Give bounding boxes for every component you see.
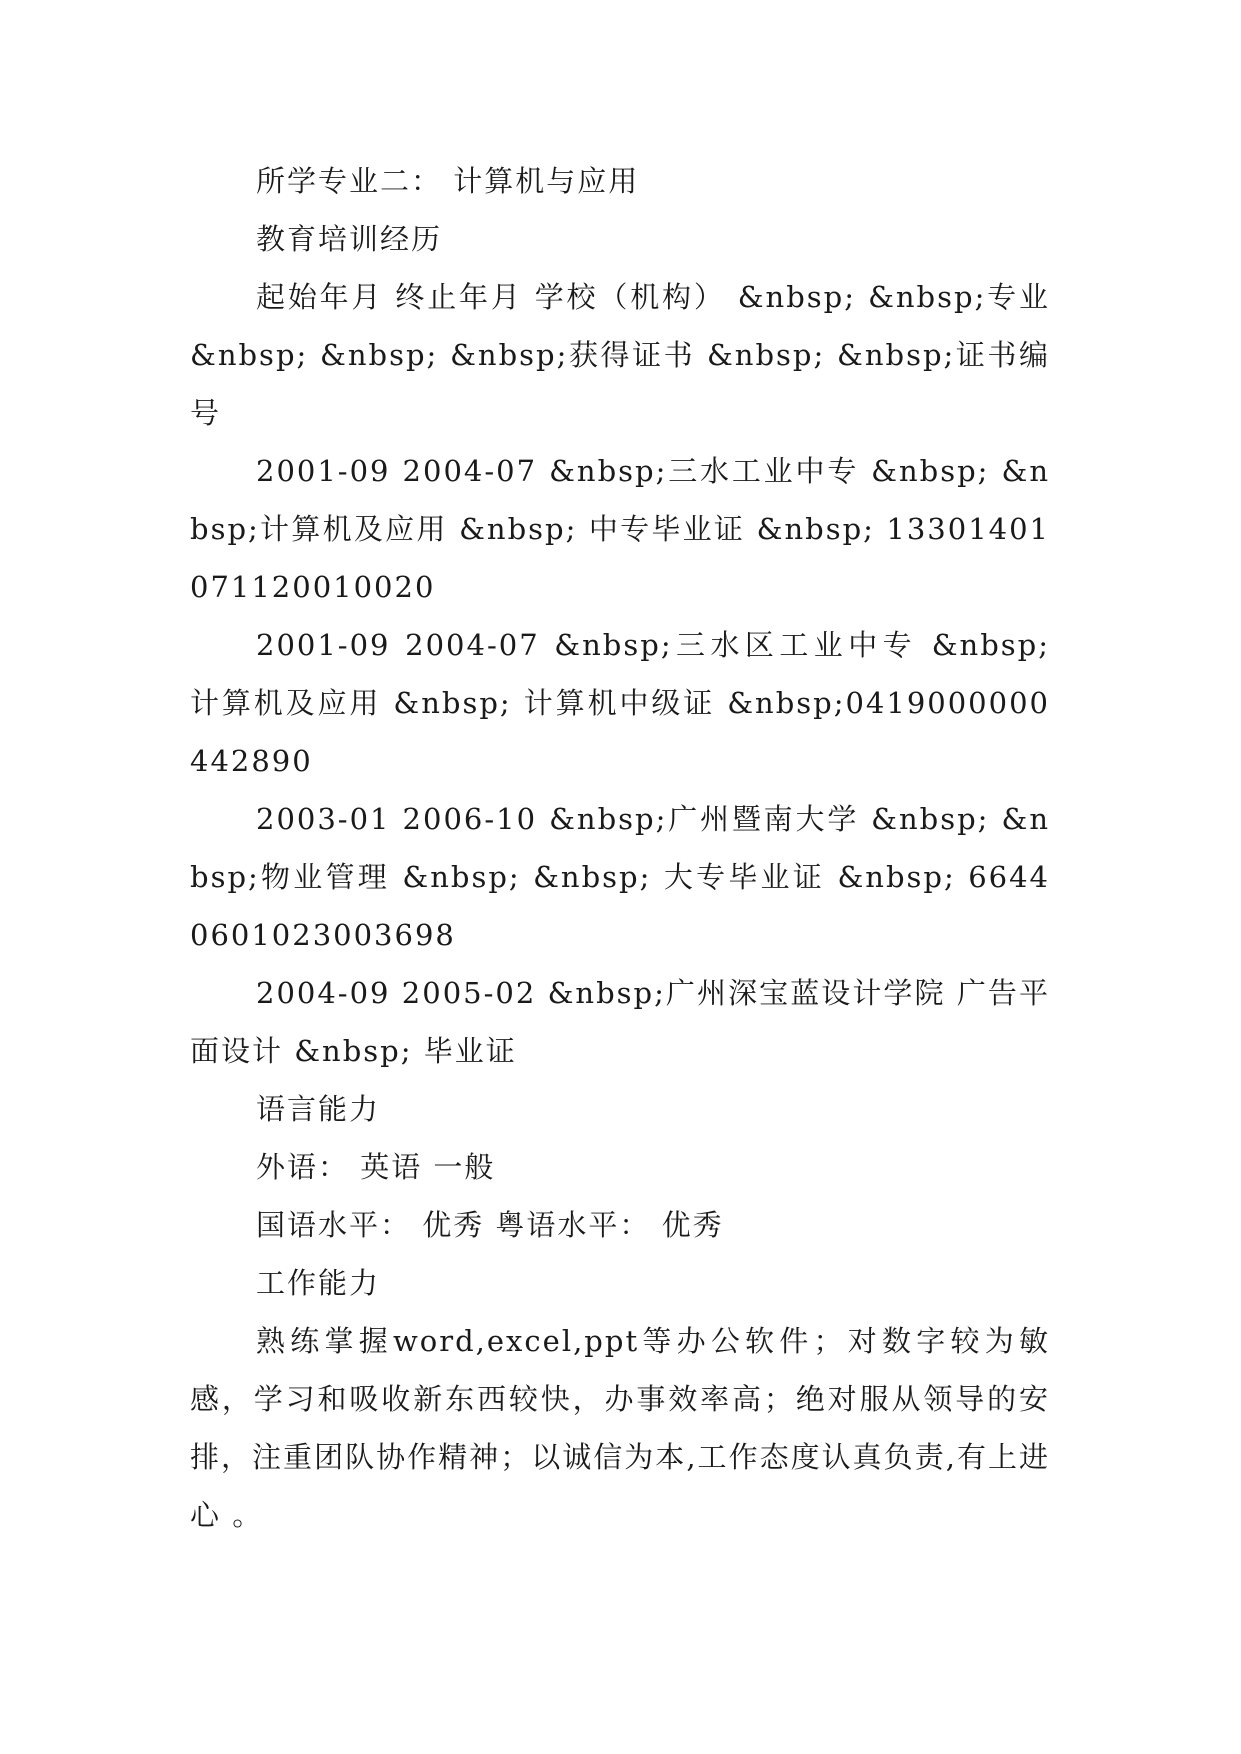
education-heading: 教育培训经历 (256, 222, 443, 256)
major-two-line: 所学专业二： 计算机与应用 (256, 164, 640, 198)
language-heading: 语言能力 (256, 1092, 381, 1126)
education-entry-1: 2001-09 2004-07 &nbsp;三水工业中专 &nbsp; &nbsp;计算机及应用 &nbsp; 中专毕业证 &nbsp; 13301401071120010020 (190, 454, 1050, 604)
education-entry-2: 2001-09 2004-07 &nbsp;三水区工业中专 &nbsp; 计算机及应用 &nbsp; 计算机中级证 &nbsp;0419000000442890 (190, 628, 1050, 778)
work-ability-text: 熟练掌握word,excel,ppt等办公软件；对数字较为敏感，学习和吸收新东西较快，办事效率高；绝对服从领导的安排，注重团队协作精神；以诚信为本,工作态度认真负责,有上进心 。 (190, 1324, 1050, 1532)
document-page (190, 152, 1050, 1544)
mandarin-cantonese-line: 国语水平： 优秀 粤语水平： 优秀 (256, 1208, 724, 1242)
foreign-language-line: 外语： 英语 一般 (256, 1150, 496, 1184)
education-entry-4: 2004-09 2005-02 &nbsp;广州深宝蓝设计学院 广告平面设计 &nbsp; 毕业证 (190, 976, 1050, 1068)
education-table-header: 起始年月 终止年月 学校（机构） &nbsp; &nbsp;专业 &nbsp; &nbsp; &nbsp;获得证书 &nbsp; &nbsp;证书编号 (190, 280, 1050, 430)
education-entry-3: 2003-01 2006-10 &nbsp;广州暨南大学 &nbsp; &nbsp;物业管理 &nbsp; &nbsp; 大专毕业证 &nbsp; 66440601023003698 (190, 802, 1050, 952)
work-ability-heading: 工作能力 (256, 1266, 381, 1300)
